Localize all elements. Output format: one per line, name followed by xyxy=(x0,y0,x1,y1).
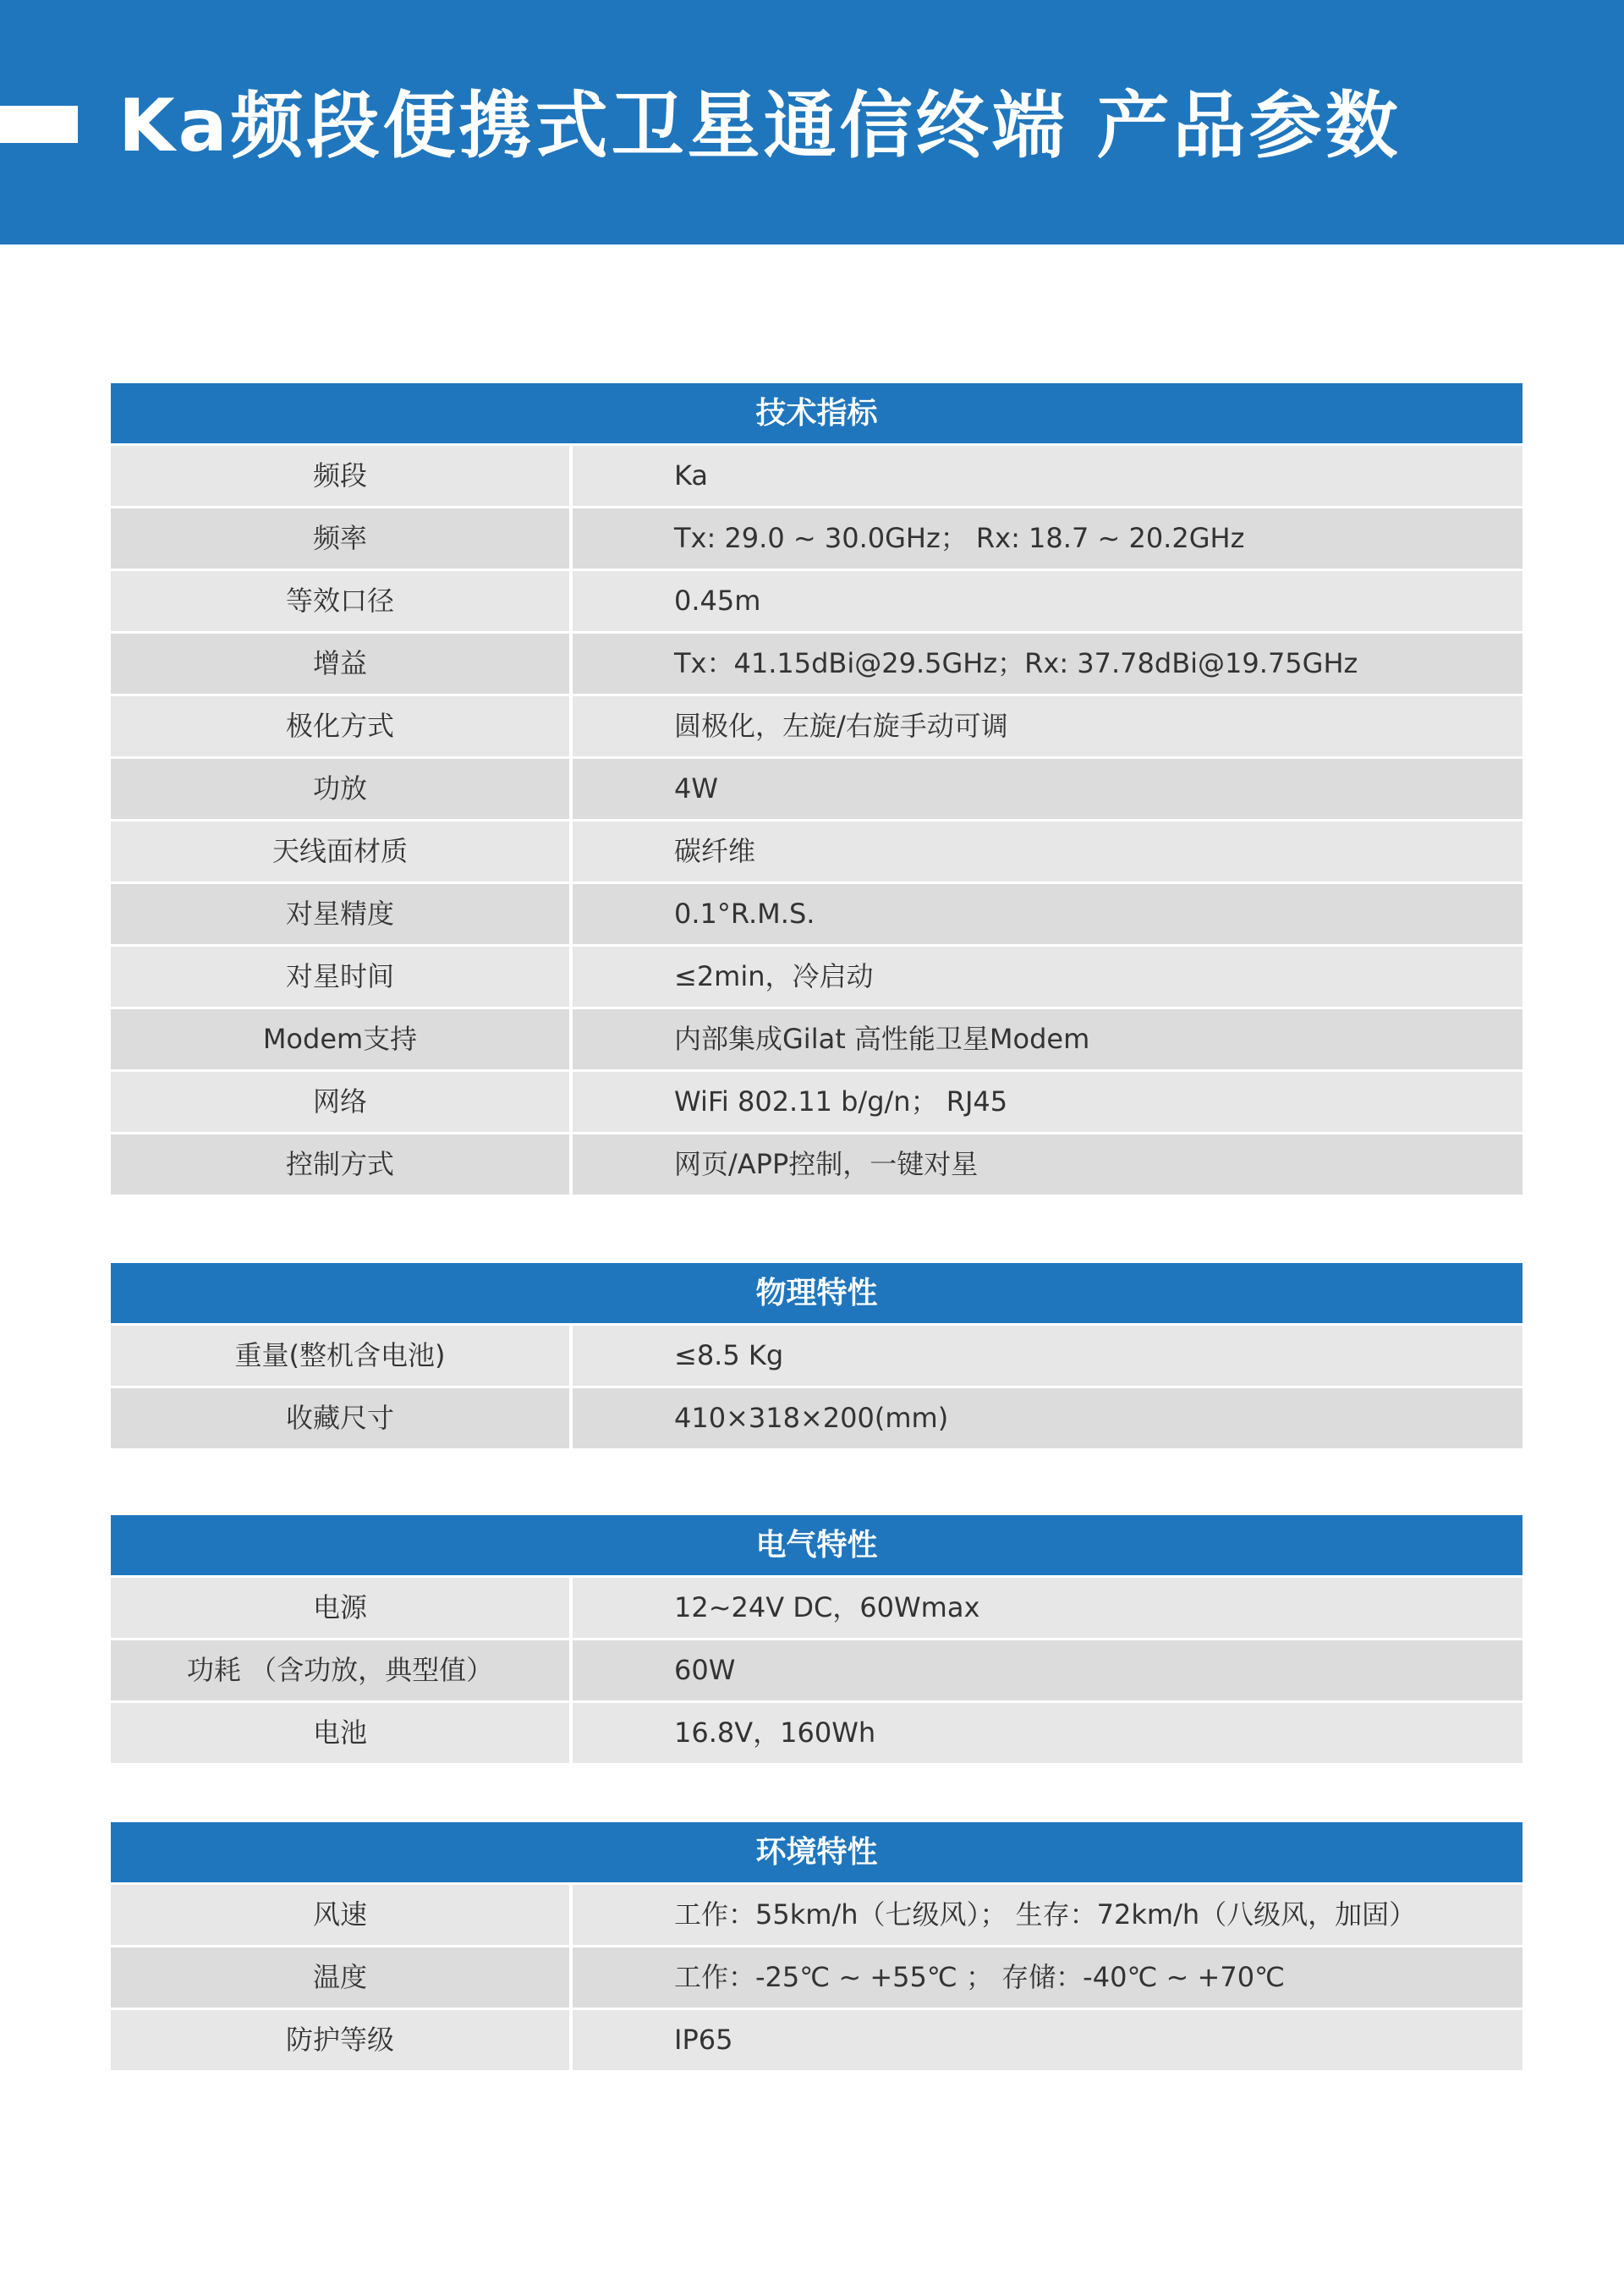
table-row xyxy=(111,634,1522,696)
spec-label: 天线面材质 xyxy=(111,821,573,882)
spec-value: 12~24V DC，60Wmax xyxy=(674,1591,980,1623)
table-row xyxy=(111,1947,1522,2010)
section-environmental-specs xyxy=(111,1822,1522,2070)
table-row xyxy=(111,696,1522,759)
spec-value: ≤8.5 Kg xyxy=(674,1339,784,1371)
spec-label: 功放 xyxy=(111,759,573,819)
section-title: 物理特性 xyxy=(111,1263,1522,1326)
spec-value: IP65 xyxy=(674,2024,733,2056)
table-row xyxy=(111,759,1522,821)
section-title: 电气特性 xyxy=(111,1515,1522,1578)
spec-label: 频率 xyxy=(111,508,573,569)
section-physical-specs xyxy=(111,1263,1522,1448)
table-row xyxy=(111,571,1522,634)
spec-label: 控制方式 xyxy=(111,1134,573,1195)
spec-value: 60W xyxy=(674,1654,736,1686)
spec-table xyxy=(111,446,1522,1195)
table-row xyxy=(111,1885,1522,1947)
spec-label: 极化方式 xyxy=(111,696,573,756)
spec-label: 频段 xyxy=(111,446,573,506)
spec-value: 4W xyxy=(674,772,718,805)
spec-label: 电源 xyxy=(111,1578,573,1638)
spec-value: 410×318×200(mm) xyxy=(674,1402,949,1434)
section-title: 环境特性 xyxy=(111,1822,1522,1885)
table-row xyxy=(111,1072,1522,1134)
spec-value: WiFi 802.11 b/g/n； RJ45 xyxy=(674,1085,1008,1118)
spec-value: Tx：41.15dBi@29.5GHz；Rx: 37.78dBi@19.75GHz xyxy=(674,647,1358,679)
spec-label: 增益 xyxy=(111,634,573,694)
spec-value: ≤2min，冷启动 xyxy=(674,960,874,992)
section-title: 技术指标 xyxy=(111,383,1522,446)
header-accent-bar xyxy=(0,106,78,143)
table-row xyxy=(111,446,1522,508)
spec-value: 网页/APP控制，一键对星 xyxy=(674,1148,979,1180)
table-row xyxy=(111,1388,1522,1448)
spec-label: 对星精度 xyxy=(111,884,573,944)
spec-value: 工作：55km/h（七级风）； 生存：72km/h（八级风，加固） xyxy=(674,1898,1417,1931)
table-row xyxy=(111,1009,1522,1072)
spec-table xyxy=(111,1885,1522,2070)
spec-value: 工作：-25℃ ~ +55℃ ； 存储：-40℃ ~ +70℃ xyxy=(674,1961,1286,1993)
spec-label: 网络 xyxy=(111,1072,573,1132)
spec-value: 碳纤维 xyxy=(674,835,756,867)
spec-label: 对星时间 xyxy=(111,947,573,1007)
spec-value: 内部集成Gilat 高性能卫星Modem xyxy=(674,1023,1090,1055)
spec-label: 风速 xyxy=(111,1885,573,1945)
spec-value: 0.45m xyxy=(674,585,761,617)
table-row xyxy=(111,2010,1522,2070)
spec-label: 防护等级 xyxy=(111,2010,573,2070)
spec-label: Modem支持 xyxy=(111,1009,573,1069)
table-row xyxy=(111,884,1522,947)
spec-label: 电池 xyxy=(111,1703,573,1763)
table-row xyxy=(111,1326,1522,1388)
spec-value: 圆极化，左旋/右旋手动可调 xyxy=(674,710,1008,742)
spec-label: 等效口径 xyxy=(111,571,573,631)
page-title: Ka频段便携式卫星通信终端 产品参数 xyxy=(118,84,1402,168)
spec-label: 收藏尺寸 xyxy=(111,1388,573,1448)
spec-table xyxy=(111,1578,1522,1763)
table-row xyxy=(111,947,1522,1009)
table-row xyxy=(111,508,1522,571)
table-row xyxy=(111,1578,1522,1640)
table-row xyxy=(111,1134,1522,1195)
table-row xyxy=(111,1703,1522,1763)
table-row xyxy=(111,1640,1522,1703)
spec-table xyxy=(111,1326,1522,1448)
spec-label: 功耗 （含功放，典型值） xyxy=(111,1640,573,1700)
spec-value: Tx: 29.0 ~ 30.0GHz； Rx: 18.7 ~ 20.2GHz xyxy=(674,522,1245,554)
spec-value: 16.8V，160Wh xyxy=(674,1717,876,1749)
spec-label: 温度 xyxy=(111,1947,573,2008)
spec-label: 重量(整机含电池) xyxy=(111,1326,573,1386)
spec-value: 0.1°R.M.S. xyxy=(674,898,815,930)
page-header xyxy=(0,0,1624,244)
section-electrical-specs xyxy=(111,1515,1522,1763)
section-technical-specs xyxy=(111,383,1522,1195)
spec-value: Ka xyxy=(674,459,709,492)
table-row xyxy=(111,821,1522,884)
